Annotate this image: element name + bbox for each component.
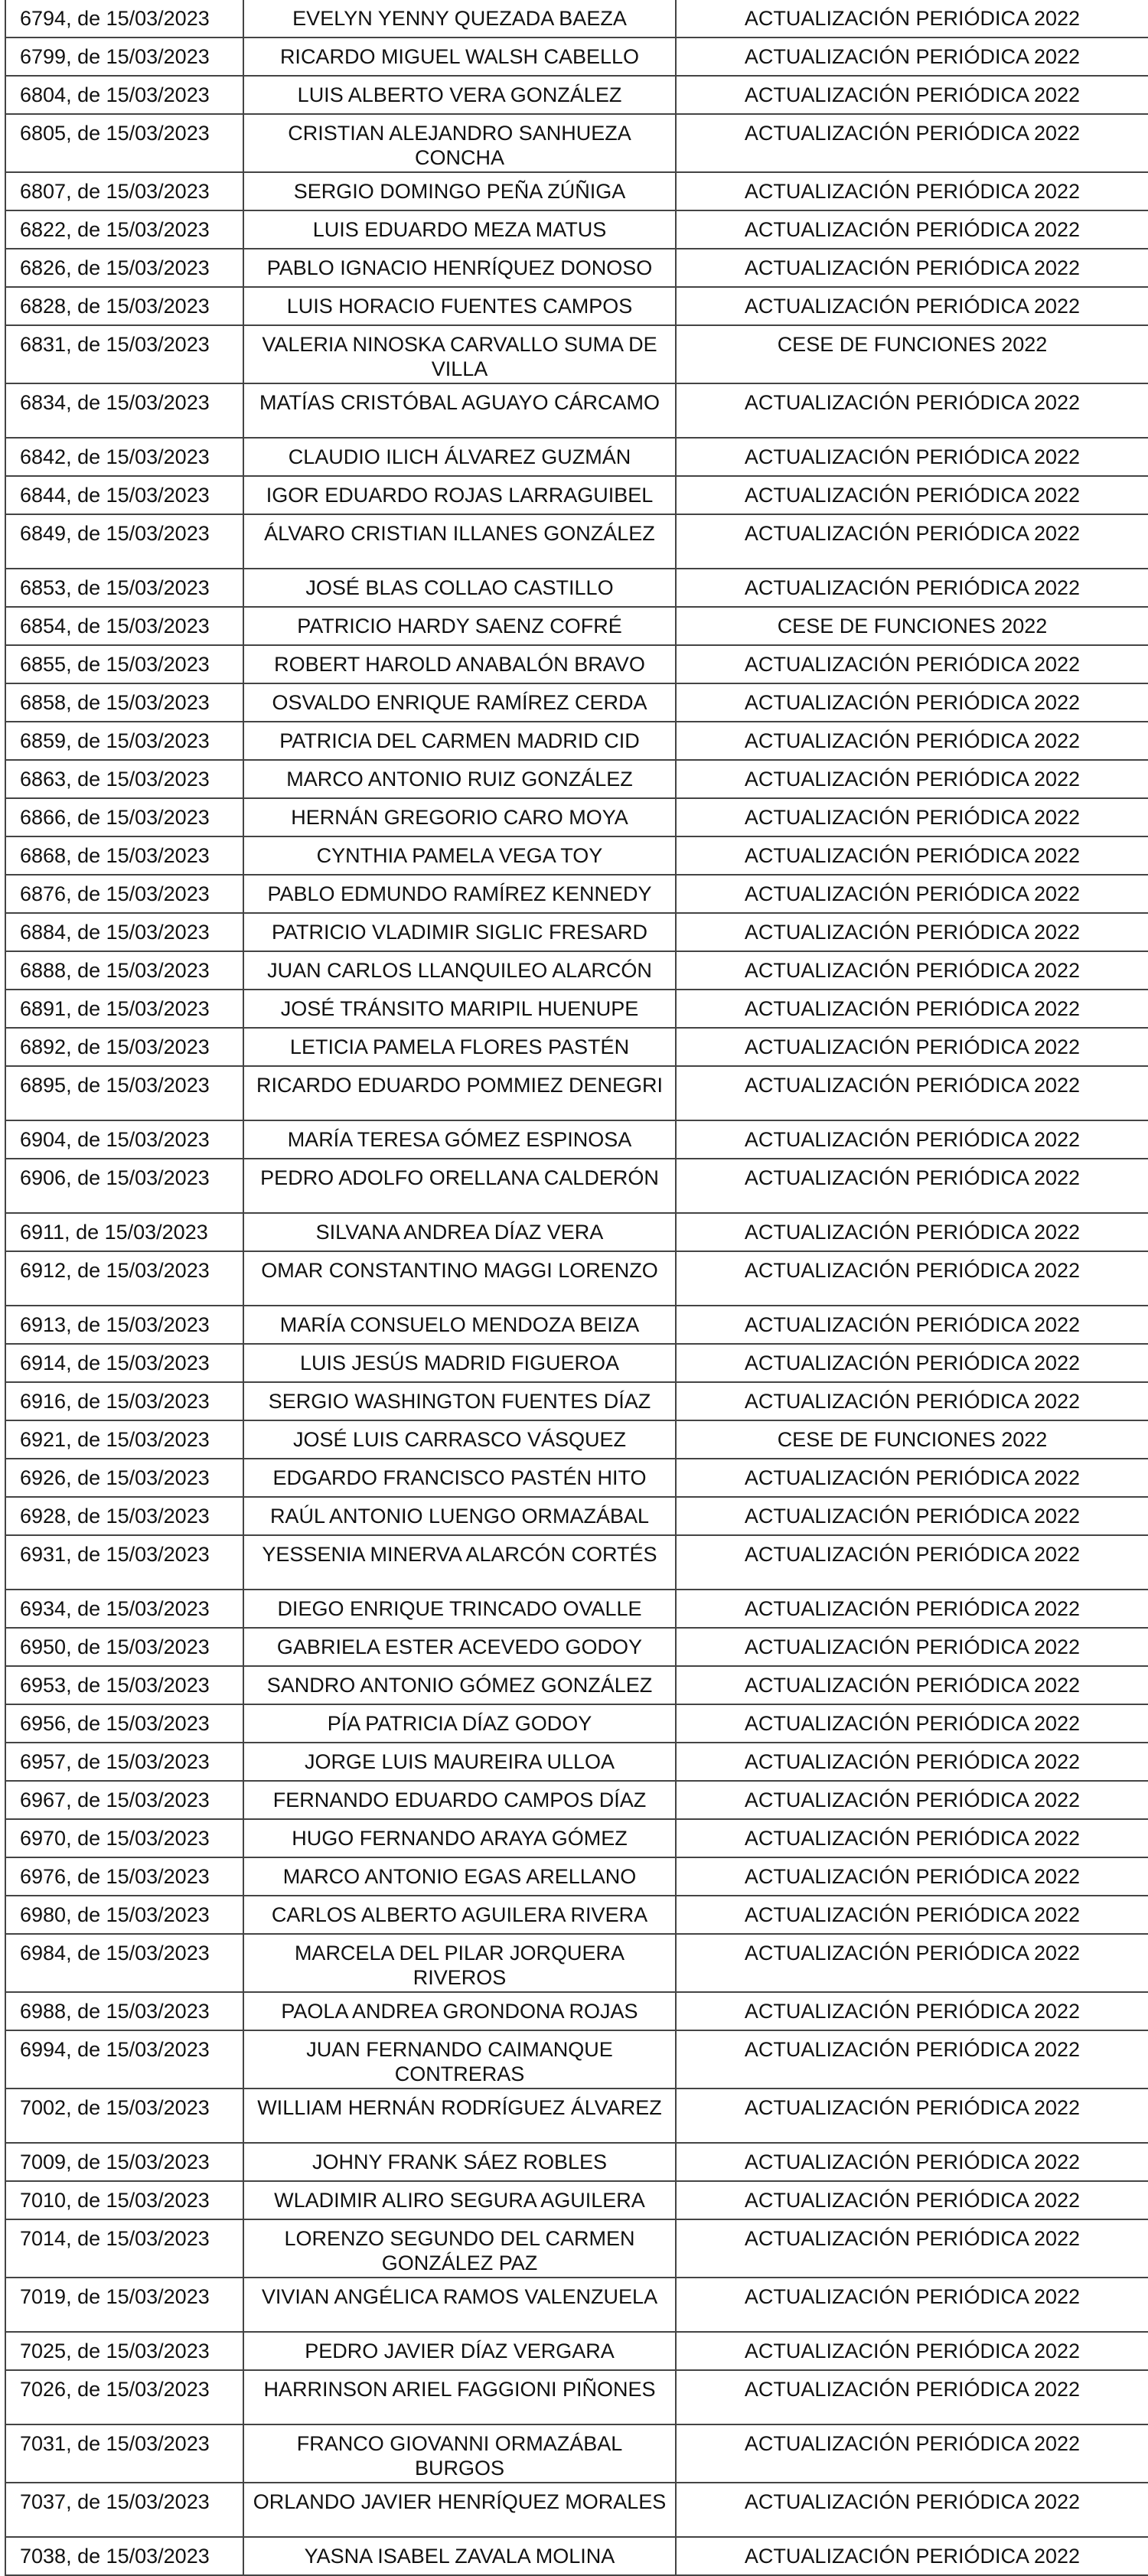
declaration-type-cell: ACTUALIZACIÓN PERIÓDICA 2022 bbox=[676, 383, 1148, 438]
resolution-date-cell: 6799, de 15/03/2023 bbox=[5, 37, 243, 76]
resolution-date-cell: 6926, de 15/03/2023 bbox=[5, 1459, 243, 1497]
declaration-type-cell: ACTUALIZACIÓN PERIÓDICA 2022 bbox=[676, 1382, 1148, 1420]
person-name-cell: PÍA PATRICIA DÍAZ GODOY bbox=[243, 1704, 676, 1743]
resolution-date-cell: 6888, de 15/03/2023 bbox=[5, 951, 243, 990]
declaration-type-cell: ACTUALIZACIÓN PERIÓDICA 2022 bbox=[676, 1781, 1148, 1819]
resolution-date-cell: 6884, de 15/03/2023 bbox=[5, 913, 243, 951]
resolution-date-cell: 6807, de 15/03/2023 bbox=[5, 172, 243, 210]
resolution-date-cell: 6805, de 15/03/2023 bbox=[5, 114, 243, 172]
declaration-type-cell: ACTUALIZACIÓN PERIÓDICA 2022 bbox=[676, 1934, 1148, 1992]
resolution-date-cell: 6931, de 15/03/2023 bbox=[5, 1535, 243, 1590]
declaration-type-cell: ACTUALIZACIÓN PERIÓDICA 2022 bbox=[676, 1819, 1148, 1857]
declaration-type-cell: ACTUALIZACIÓN PERIÓDICA 2022 bbox=[676, 1896, 1148, 1934]
resolution-date-cell: 6834, de 15/03/2023 bbox=[5, 383, 243, 438]
table-row bbox=[5, 1819, 1148, 1857]
table-row bbox=[5, 990, 1148, 1028]
table-row bbox=[5, 0, 1148, 37]
resolution-date-cell: 6934, de 15/03/2023 bbox=[5, 1590, 243, 1628]
resolution-date-cell: 6876, de 15/03/2023 bbox=[5, 875, 243, 913]
person-name-cell: LUIS EDUARDO MEZA MATUS bbox=[243, 210, 676, 249]
resolution-date-cell: 6804, de 15/03/2023 bbox=[5, 76, 243, 114]
resolution-date-cell: 6855, de 15/03/2023 bbox=[5, 645, 243, 683]
resolution-date-cell: 7014, de 15/03/2023 bbox=[5, 2219, 243, 2278]
table-row bbox=[5, 836, 1148, 875]
declaration-type-cell: ACTUALIZACIÓN PERIÓDICA 2022 bbox=[676, 287, 1148, 325]
table-row bbox=[5, 438, 1148, 476]
person-name-cell: PATRICIA DEL CARMEN MADRID CID bbox=[243, 722, 676, 760]
declaration-type-cell: ACTUALIZACIÓN PERIÓDICA 2022 bbox=[676, 875, 1148, 913]
declaration-type-cell: ACTUALIZACIÓN PERIÓDICA 2022 bbox=[676, 1704, 1148, 1743]
table-row bbox=[5, 1420, 1148, 1459]
declaration-type-cell: ACTUALIZACIÓN PERIÓDICA 2022 bbox=[676, 1666, 1148, 1704]
table-row bbox=[5, 913, 1148, 951]
person-name-cell: WILLIAM HERNÁN RODRÍGUEZ ÁLVAREZ bbox=[243, 2089, 676, 2143]
declaration-type-cell: CESE DE FUNCIONES 2022 bbox=[676, 607, 1148, 645]
declaration-type-cell: ACTUALIZACIÓN PERIÓDICA 2022 bbox=[676, 645, 1148, 683]
resolution-date-cell: 6967, de 15/03/2023 bbox=[5, 1781, 243, 1819]
person-name-cell: MARCO ANTONIO RUIZ GONZÁLEZ bbox=[243, 760, 676, 798]
person-name-cell: RICARDO MIGUEL WALSH CABELLO bbox=[243, 37, 676, 76]
resolution-date-cell: 6913, de 15/03/2023 bbox=[5, 1306, 243, 1344]
person-name-cell: SERGIO WASHINGTON FUENTES DÍAZ bbox=[243, 1382, 676, 1420]
table-row bbox=[5, 722, 1148, 760]
person-name-cell: ORLANDO JAVIER HENRÍQUEZ MORALES bbox=[243, 2483, 676, 2537]
declaration-type-cell: ACTUALIZACIÓN PERIÓDICA 2022 bbox=[676, 1028, 1148, 1066]
declaration-type-cell: ACTUALIZACIÓN PERIÓDICA 2022 bbox=[676, 438, 1148, 476]
declaration-type-cell: ACTUALIZACIÓN PERIÓDICA 2022 bbox=[676, 798, 1148, 836]
table-row bbox=[5, 1781, 1148, 1819]
table-row bbox=[5, 2370, 1148, 2424]
declaration-type-cell: ACTUALIZACIÓN PERIÓDICA 2022 bbox=[676, 1066, 1148, 1120]
person-name-cell: LETICIA PAMELA FLORES PASTÉN bbox=[243, 1028, 676, 1066]
declaration-type-cell: CESE DE FUNCIONES 2022 bbox=[676, 325, 1148, 383]
declaration-type-cell: ACTUALIZACIÓN PERIÓDICA 2022 bbox=[676, 569, 1148, 607]
resolution-date-cell: 6831, de 15/03/2023 bbox=[5, 325, 243, 383]
table-row bbox=[5, 2278, 1148, 2332]
declaration-type-cell: ACTUALIZACIÓN PERIÓDICA 2022 bbox=[676, 722, 1148, 760]
resolution-date-cell: 6828, de 15/03/2023 bbox=[5, 287, 243, 325]
person-name-cell: YESSENIA MINERVA ALARCÓN CORTÉS bbox=[243, 1535, 676, 1590]
declaration-type-cell: ACTUALIZACIÓN PERIÓDICA 2022 bbox=[676, 1535, 1148, 1590]
declaration-type-cell: ACTUALIZACIÓN PERIÓDICA 2022 bbox=[676, 0, 1148, 37]
person-name-cell: EVELYN YENNY QUEZADA BAEZA bbox=[243, 0, 676, 37]
declaration-type-cell: ACTUALIZACIÓN PERIÓDICA 2022 bbox=[676, 1628, 1148, 1666]
table-row bbox=[5, 249, 1148, 287]
person-name-cell: RAÚL ANTONIO LUENGO ORMAZÁBAL bbox=[243, 1497, 676, 1535]
table-row bbox=[5, 607, 1148, 645]
declaration-type-cell: ACTUALIZACIÓN PERIÓDICA 2022 bbox=[676, 1590, 1148, 1628]
person-name-cell: CARLOS ALBERTO AGUILERA RIVERA bbox=[243, 1896, 676, 1934]
table-row bbox=[5, 1459, 1148, 1497]
resolution-date-cell: 6906, de 15/03/2023 bbox=[5, 1159, 243, 1213]
resolution-date-cell: 6858, de 15/03/2023 bbox=[5, 683, 243, 722]
declaration-type-cell: ACTUALIZACIÓN PERIÓDICA 2022 bbox=[676, 2219, 1148, 2278]
table-row bbox=[5, 760, 1148, 798]
resolution-date-cell: 6868, de 15/03/2023 bbox=[5, 836, 243, 875]
table-row bbox=[5, 1704, 1148, 1743]
person-name-cell: CRISTIAN ALEJANDRO SANHUEZA CONCHA bbox=[243, 114, 676, 172]
table-row bbox=[5, 645, 1148, 683]
person-name-cell: JUAN CARLOS LLANQUILEO ALARCÓN bbox=[243, 951, 676, 990]
declaration-type-cell: ACTUALIZACIÓN PERIÓDICA 2022 bbox=[676, 1213, 1148, 1251]
resolution-date-cell: 6859, de 15/03/2023 bbox=[5, 722, 243, 760]
declaration-type-cell: ACTUALIZACIÓN PERIÓDICA 2022 bbox=[676, 2332, 1148, 2370]
person-name-cell: MATÍAS CRISTÓBAL AGUAYO CÁRCAMO bbox=[243, 383, 676, 438]
resolution-date-cell: 7010, de 15/03/2023 bbox=[5, 2181, 243, 2219]
person-name-cell: RICARDO EDUARDO POMMIEZ DENEGRI bbox=[243, 1066, 676, 1120]
table-row bbox=[5, 951, 1148, 990]
resolution-date-cell: 6854, de 15/03/2023 bbox=[5, 607, 243, 645]
declaration-type-cell: ACTUALIZACIÓN PERIÓDICA 2022 bbox=[676, 1159, 1148, 1213]
table-row bbox=[5, 1857, 1148, 1896]
table-row bbox=[5, 76, 1148, 114]
person-name-cell: HERNÁN GREGORIO CARO MOYA bbox=[243, 798, 676, 836]
table-row bbox=[5, 1497, 1148, 1535]
declaration-type-cell: ACTUALIZACIÓN PERIÓDICA 2022 bbox=[676, 210, 1148, 249]
resolution-date-cell: 6911, de 15/03/2023 bbox=[5, 1213, 243, 1251]
resolution-date-cell: 6970, de 15/03/2023 bbox=[5, 1819, 243, 1857]
resolution-date-cell: 6794, de 15/03/2023 bbox=[5, 0, 243, 37]
person-name-cell: IGOR EDUARDO ROJAS LARRAGUIBEL bbox=[243, 476, 676, 514]
person-name-cell: JOHNY FRANK SÁEZ ROBLES bbox=[243, 2143, 676, 2181]
person-name-cell: VIVIAN ANGÉLICA RAMOS VALENZUELA bbox=[243, 2278, 676, 2332]
table-row bbox=[5, 1590, 1148, 1628]
declaration-type-cell: ACTUALIZACIÓN PERIÓDICA 2022 bbox=[676, 1743, 1148, 1781]
resolution-date-cell: 6976, de 15/03/2023 bbox=[5, 1857, 243, 1896]
declaration-type-cell: ACTUALIZACIÓN PERIÓDICA 2022 bbox=[676, 2181, 1148, 2219]
declarations-table bbox=[5, 0, 1148, 2576]
resolution-date-cell: 6891, de 15/03/2023 bbox=[5, 990, 243, 1028]
table-row bbox=[5, 1159, 1148, 1213]
resolution-date-cell: 6866, de 15/03/2023 bbox=[5, 798, 243, 836]
person-name-cell: HUGO FERNANDO ARAYA GÓMEZ bbox=[243, 1819, 676, 1857]
table-row bbox=[5, 1306, 1148, 1344]
table-row bbox=[5, 2332, 1148, 2370]
person-name-cell: FERNANDO EDUARDO CAMPOS DÍAZ bbox=[243, 1781, 676, 1819]
declaration-type-cell: ACTUALIZACIÓN PERIÓDICA 2022 bbox=[676, 1497, 1148, 1535]
declaration-type-cell: ACTUALIZACIÓN PERIÓDICA 2022 bbox=[676, 114, 1148, 172]
table-row bbox=[5, 1382, 1148, 1420]
resolution-date-cell: 7031, de 15/03/2023 bbox=[5, 2424, 243, 2483]
person-name-cell: JOSÉ LUIS CARRASCO VÁSQUEZ bbox=[243, 1420, 676, 1459]
resolution-date-cell: 6895, de 15/03/2023 bbox=[5, 1066, 243, 1120]
resolution-date-cell: 7037, de 15/03/2023 bbox=[5, 2483, 243, 2537]
resolution-date-cell: 7026, de 15/03/2023 bbox=[5, 2370, 243, 2424]
table-row bbox=[5, 210, 1148, 249]
declaration-type-cell: ACTUALIZACIÓN PERIÓDICA 2022 bbox=[676, 683, 1148, 722]
declaration-type-cell: ACTUALIZACIÓN PERIÓDICA 2022 bbox=[676, 836, 1148, 875]
person-name-cell: MARCO ANTONIO EGAS ARELLANO bbox=[243, 1857, 676, 1896]
person-name-cell: GABRIELA ESTER ACEVEDO GODOY bbox=[243, 1628, 676, 1666]
table-row bbox=[5, 1934, 1148, 1992]
resolution-date-cell: 6988, de 15/03/2023 bbox=[5, 1992, 243, 2030]
person-name-cell: PABLO EDMUNDO RAMÍREZ KENNEDY bbox=[243, 875, 676, 913]
declaration-type-cell: ACTUALIZACIÓN PERIÓDICA 2022 bbox=[676, 1857, 1148, 1896]
table-row bbox=[5, 2537, 1148, 2575]
resolution-date-cell: 6863, de 15/03/2023 bbox=[5, 760, 243, 798]
person-name-cell: EDGARDO FRANCISCO PASTÉN HITO bbox=[243, 1459, 676, 1497]
resolution-date-cell: 6980, de 15/03/2023 bbox=[5, 1896, 243, 1934]
declaration-type-cell: ACTUALIZACIÓN PERIÓDICA 2022 bbox=[676, 1459, 1148, 1497]
person-name-cell: LUIS HORACIO FUENTES CAMPOS bbox=[243, 287, 676, 325]
table-row bbox=[5, 172, 1148, 210]
resolution-date-cell: 7038, de 15/03/2023 bbox=[5, 2537, 243, 2575]
declaration-type-cell: ACTUALIZACIÓN PERIÓDICA 2022 bbox=[676, 476, 1148, 514]
table-row bbox=[5, 2483, 1148, 2537]
person-name-cell: CLAUDIO ILICH ÁLVAREZ GUZMÁN bbox=[243, 438, 676, 476]
table-row bbox=[5, 287, 1148, 325]
table-row bbox=[5, 1535, 1148, 1590]
resolution-date-cell: 6950, de 15/03/2023 bbox=[5, 1628, 243, 1666]
declaration-type-cell: ACTUALIZACIÓN PERIÓDICA 2022 bbox=[676, 2370, 1148, 2424]
resolution-date-cell: 6956, de 15/03/2023 bbox=[5, 1704, 243, 1743]
declaration-type-cell: ACTUALIZACIÓN PERIÓDICA 2022 bbox=[676, 2089, 1148, 2143]
table-row bbox=[5, 2424, 1148, 2483]
person-name-cell: JUAN FERNANDO CAIMANQUE CONTRERAS bbox=[243, 2030, 676, 2089]
table-row bbox=[5, 2143, 1148, 2181]
person-name-cell: LUIS ALBERTO VERA GONZÁLEZ bbox=[243, 76, 676, 114]
person-name-cell: OSVALDO ENRIQUE RAMÍREZ CERDA bbox=[243, 683, 676, 722]
person-name-cell: MARÍA CONSUELO MENDOZA BEIZA bbox=[243, 1306, 676, 1344]
table-row bbox=[5, 683, 1148, 722]
person-name-cell: WLADIMIR ALIRO SEGURA AGUILERA bbox=[243, 2181, 676, 2219]
declaration-type-cell: ACTUALIZACIÓN PERIÓDICA 2022 bbox=[676, 2537, 1148, 2575]
person-name-cell: ÁLVARO CRISTIAN ILLANES GONZÁLEZ bbox=[243, 514, 676, 569]
resolution-date-cell: 7019, de 15/03/2023 bbox=[5, 2278, 243, 2332]
table-row bbox=[5, 2030, 1148, 2089]
table-body bbox=[5, 0, 1148, 2575]
resolution-date-cell: 6916, de 15/03/2023 bbox=[5, 1382, 243, 1420]
declaration-type-cell: ACTUALIZACIÓN PERIÓDICA 2022 bbox=[676, 951, 1148, 990]
person-name-cell: HARRINSON ARIEL FAGGIONI PIÑONES bbox=[243, 2370, 676, 2424]
resolution-date-cell: 6984, de 15/03/2023 bbox=[5, 1934, 243, 1992]
table-row bbox=[5, 2181, 1148, 2219]
declaration-type-cell: ACTUALIZACIÓN PERIÓDICA 2022 bbox=[676, 2030, 1148, 2089]
table-row bbox=[5, 1628, 1148, 1666]
declaration-type-cell: ACTUALIZACIÓN PERIÓDICA 2022 bbox=[676, 1344, 1148, 1382]
person-name-cell: PATRICIO HARDY SAENZ COFRÉ bbox=[243, 607, 676, 645]
resolution-date-cell: 6914, de 15/03/2023 bbox=[5, 1344, 243, 1382]
declaration-type-cell: ACTUALIZACIÓN PERIÓDICA 2022 bbox=[676, 990, 1148, 1028]
person-name-cell: MARÍA TERESA GÓMEZ ESPINOSA bbox=[243, 1120, 676, 1159]
table-row bbox=[5, 798, 1148, 836]
declaration-type-cell: ACTUALIZACIÓN PERIÓDICA 2022 bbox=[676, 1251, 1148, 1306]
person-name-cell: FRANCO GIOVANNI ORMAZÁBAL BURGOS bbox=[243, 2424, 676, 2483]
table-row bbox=[5, 514, 1148, 569]
declaration-type-cell: ACTUALIZACIÓN PERIÓDICA 2022 bbox=[676, 37, 1148, 76]
resolution-date-cell: 6953, de 15/03/2023 bbox=[5, 1666, 243, 1704]
person-name-cell: JOSÉ TRÁNSITO MARIPIL HUENUPE bbox=[243, 990, 676, 1028]
person-name-cell: ROBERT HAROLD ANABALÓN BRAVO bbox=[243, 645, 676, 683]
table-row bbox=[5, 2219, 1148, 2278]
person-name-cell: SANDRO ANTONIO GÓMEZ GONZÁLEZ bbox=[243, 1666, 676, 1704]
resolution-date-cell: 6822, de 15/03/2023 bbox=[5, 210, 243, 249]
person-name-cell: DIEGO ENRIQUE TRINCADO OVALLE bbox=[243, 1590, 676, 1628]
resolution-date-cell: 6826, de 15/03/2023 bbox=[5, 249, 243, 287]
resolution-date-cell: 6849, de 15/03/2023 bbox=[5, 514, 243, 569]
resolution-date-cell: 6994, de 15/03/2023 bbox=[5, 2030, 243, 2089]
table-row bbox=[5, 1066, 1148, 1120]
resolution-date-cell: 6921, de 15/03/2023 bbox=[5, 1420, 243, 1459]
person-name-cell: LORENZO SEGUNDO DEL CARMEN GONZÁLEZ PAZ bbox=[243, 2219, 676, 2278]
person-name-cell: YASNA ISABEL ZAVALA MOLINA bbox=[243, 2537, 676, 2575]
table-row bbox=[5, 1028, 1148, 1066]
declaration-type-cell: ACTUALIZACIÓN PERIÓDICA 2022 bbox=[676, 2483, 1148, 2537]
declaration-type-cell: ACTUALIZACIÓN PERIÓDICA 2022 bbox=[676, 913, 1148, 951]
person-name-cell: SERGIO DOMINGO PEÑA ZÚÑIGA bbox=[243, 172, 676, 210]
resolution-date-cell: 6912, de 15/03/2023 bbox=[5, 1251, 243, 1306]
person-name-cell: VALERIA NINOSKA CARVALLO SUMA DE VILLA bbox=[243, 325, 676, 383]
person-name-cell: CYNTHIA PAMELA VEGA TOY bbox=[243, 836, 676, 875]
table-row bbox=[5, 1120, 1148, 1159]
person-name-cell: OMAR CONSTANTINO MAGGI LORENZO bbox=[243, 1251, 676, 1306]
table-row bbox=[5, 1344, 1148, 1382]
person-name-cell: MARCELA DEL PILAR JORQUERA RIVEROS bbox=[243, 1934, 676, 1992]
resolution-date-cell: 7009, de 15/03/2023 bbox=[5, 2143, 243, 2181]
resolution-date-cell: 6957, de 15/03/2023 bbox=[5, 1743, 243, 1781]
resolution-date-cell: 6853, de 15/03/2023 bbox=[5, 569, 243, 607]
resolution-date-cell: 6892, de 15/03/2023 bbox=[5, 1028, 243, 1066]
person-name-cell: JORGE LUIS MAUREIRA ULLOA bbox=[243, 1743, 676, 1781]
person-name-cell: JOSÉ BLAS COLLAO CASTILLO bbox=[243, 569, 676, 607]
declaration-type-cell: ACTUALIZACIÓN PERIÓDICA 2022 bbox=[676, 249, 1148, 287]
declaration-type-cell: ACTUALIZACIÓN PERIÓDICA 2022 bbox=[676, 172, 1148, 210]
person-name-cell: PATRICIO VLADIMIR SIGLIC FRESARD bbox=[243, 913, 676, 951]
declaration-type-cell: ACTUALIZACIÓN PERIÓDICA 2022 bbox=[676, 514, 1148, 569]
resolution-date-cell: 6844, de 15/03/2023 bbox=[5, 476, 243, 514]
resolution-date-cell: 7002, de 15/03/2023 bbox=[5, 2089, 243, 2143]
declaration-type-cell: ACTUALIZACIÓN PERIÓDICA 2022 bbox=[676, 1992, 1148, 2030]
declaration-type-cell: ACTUALIZACIÓN PERIÓDICA 2022 bbox=[676, 2424, 1148, 2483]
declaration-type-cell: ACTUALIZACIÓN PERIÓDICA 2022 bbox=[676, 1120, 1148, 1159]
resolution-date-cell: 6904, de 15/03/2023 bbox=[5, 1120, 243, 1159]
person-name-cell: PEDRO ADOLFO ORELLANA CALDERÓN bbox=[243, 1159, 676, 1213]
declaration-type-cell: ACTUALIZACIÓN PERIÓDICA 2022 bbox=[676, 760, 1148, 798]
table-row bbox=[5, 1992, 1148, 2030]
table-row bbox=[5, 325, 1148, 383]
person-name-cell: SILVANA ANDREA DÍAZ VERA bbox=[243, 1213, 676, 1251]
resolution-date-cell: 6842, de 15/03/2023 bbox=[5, 438, 243, 476]
table-row bbox=[5, 1743, 1148, 1781]
declaration-type-cell: ACTUALIZACIÓN PERIÓDICA 2022 bbox=[676, 2278, 1148, 2332]
table-row bbox=[5, 1666, 1148, 1704]
person-name-cell: PEDRO JAVIER DÍAZ VERGARA bbox=[243, 2332, 676, 2370]
table-row bbox=[5, 114, 1148, 172]
declaration-type-cell: ACTUALIZACIÓN PERIÓDICA 2022 bbox=[676, 1306, 1148, 1344]
person-name-cell: PABLO IGNACIO HENRÍQUEZ DONOSO bbox=[243, 249, 676, 287]
table-row bbox=[5, 1251, 1148, 1306]
table-row bbox=[5, 875, 1148, 913]
declaration-type-cell: CESE DE FUNCIONES 2022 bbox=[676, 1420, 1148, 1459]
table-row bbox=[5, 569, 1148, 607]
resolution-date-cell: 7025, de 15/03/2023 bbox=[5, 2332, 243, 2370]
table-row bbox=[5, 37, 1148, 76]
person-name-cell: PAOLA ANDREA GRONDONA ROJAS bbox=[243, 1992, 676, 2030]
table-row bbox=[5, 1896, 1148, 1934]
table-row bbox=[5, 383, 1148, 438]
table-row bbox=[5, 1213, 1148, 1251]
declaration-type-cell: ACTUALIZACIÓN PERIÓDICA 2022 bbox=[676, 76, 1148, 114]
person-name-cell: LUIS JESÚS MADRID FIGUEROA bbox=[243, 1344, 676, 1382]
table-row bbox=[5, 476, 1148, 514]
declaration-type-cell: ACTUALIZACIÓN PERIÓDICA 2022 bbox=[676, 2143, 1148, 2181]
resolution-date-cell: 6928, de 15/03/2023 bbox=[5, 1497, 243, 1535]
table-row bbox=[5, 2089, 1148, 2143]
